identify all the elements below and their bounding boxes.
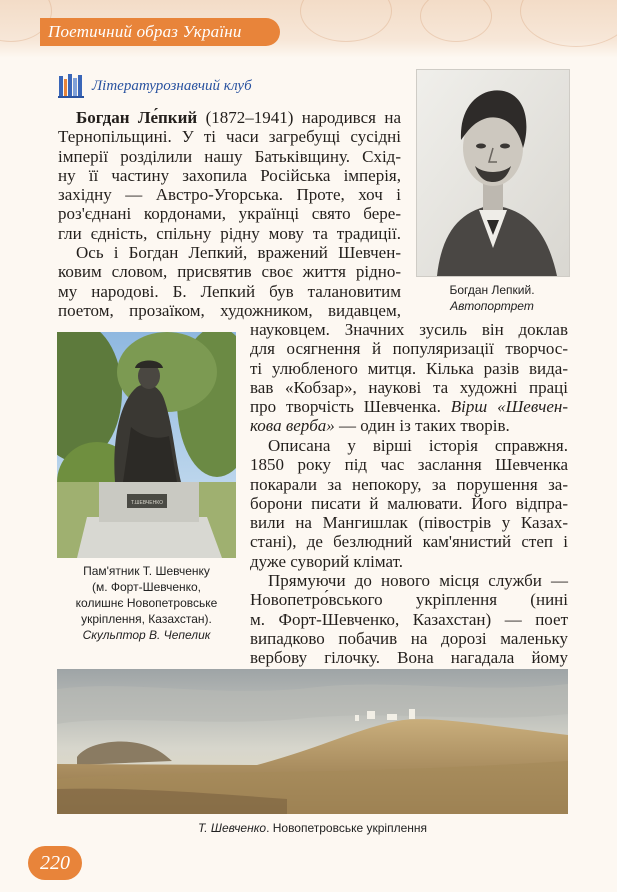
text-line: імперії розділили нашу Батьківщину. Схід- bbox=[58, 146, 401, 166]
ornament-swirl bbox=[420, 0, 492, 42]
paragraph-1 bbox=[58, 108, 401, 243]
text-line: науковцем. Значних зусиль він доклав bbox=[250, 320, 568, 339]
monument-caption bbox=[52, 563, 241, 643]
text-line: борони писати й малювати. Його відпра- bbox=[250, 493, 568, 513]
text-line: ті улюбленого митця. Кілька разів вида- bbox=[250, 358, 568, 378]
monument-caption-line: колишнє Новопетровське bbox=[75, 596, 218, 610]
text-line: для осягнення й популяризації творчос- bbox=[250, 339, 568, 359]
text-line: ковим словом, присвятив своє життя рідно- bbox=[58, 262, 401, 282]
text-line: Прямуючи до нового місця служби — bbox=[268, 571, 568, 590]
text-line: стані), де безлюдний кам'янистий степ і bbox=[250, 532, 568, 552]
portrait-caption-title: Автопортрет bbox=[450, 299, 534, 313]
text-line: дуже суворий клімат. bbox=[250, 551, 404, 571]
text-line: випадково побачив на дорозі маленьку bbox=[250, 628, 568, 648]
text-line: 1850 року під час заслання Шевченка bbox=[250, 455, 568, 475]
section-title: Поетичний образ України bbox=[40, 18, 280, 46]
person-dates: (1872–1941) bbox=[205, 108, 294, 127]
text-line: м. Форт-Шевченко, Казахстан) — поет bbox=[250, 609, 568, 629]
text-line: ну її частину захопила Російська імперія, bbox=[58, 165, 401, 185]
portrait-caption-name: Богдан Лепкий. bbox=[449, 283, 535, 297]
portrait-image bbox=[416, 69, 570, 277]
text-line: поетом, прозаїком, художником, видавцем, bbox=[58, 300, 401, 320]
text-line: народився на bbox=[301, 108, 401, 127]
bookshelf-icon bbox=[58, 72, 84, 98]
paragraph-2 bbox=[58, 243, 401, 320]
text-line: західну — Австро-Угорська. Проте, хоч і bbox=[58, 185, 401, 205]
monument-caption-line: Пам'ятник Т. Шевченку bbox=[83, 564, 210, 578]
text-line: гли єдність, спільну рідну мову та традиції. bbox=[58, 223, 401, 243]
poem-title: Вірш «Шевчен- bbox=[450, 397, 568, 417]
ornament-swirl bbox=[520, 0, 617, 47]
text-line: про творчість Шевченка. bbox=[250, 397, 441, 417]
poem-title: кова верба» bbox=[250, 416, 335, 436]
landscape-painting bbox=[57, 669, 568, 814]
page-number: 220 bbox=[28, 846, 82, 880]
text-line: вили на Мангишлак (півострів у Казах- bbox=[250, 513, 568, 533]
club-title: Літературознавчий клуб bbox=[92, 78, 252, 94]
text-line: — один із таких творів. bbox=[339, 416, 510, 436]
landscape-author: Т. Шевченко bbox=[197, 821, 267, 835]
paragraph-4 bbox=[250, 571, 568, 667]
paragraph-3 bbox=[250, 436, 568, 571]
text-line: роз'єднані кордонами, українці свято бере- bbox=[58, 204, 401, 224]
monument-caption-sculptor: Скульптор В. Чепелик bbox=[82, 628, 211, 642]
person-name: Богдан Ле́пкий bbox=[76, 108, 198, 127]
text-line: покарали за непокору, за порушення за- bbox=[250, 474, 568, 494]
text-line: му народові. Б. Лепкий був талановитим bbox=[58, 281, 401, 301]
landscape-title: . Новопетровське укріплення bbox=[266, 821, 428, 835]
text-line: Новопетро́вського укріплення (нині bbox=[250, 590, 568, 610]
monument-image bbox=[57, 332, 236, 558]
ornament-swirl bbox=[300, 0, 392, 42]
text-line: Тернопільщині. У ті часи загребущі сусідні bbox=[58, 127, 401, 147]
portrait-caption bbox=[416, 282, 568, 314]
text-line: вав «Кобзар», наукові та художні праці bbox=[250, 377, 568, 397]
text-line: вербову гілочку. Вона нагадала йому bbox=[250, 648, 568, 668]
text-line: Ось і Богдан Лепкий, вражений Шевчен- bbox=[76, 243, 401, 262]
monument-plaque: Т.ШЕВЧЕНКО bbox=[131, 500, 163, 506]
landscape-caption bbox=[57, 820, 568, 836]
monument-caption-line: укріплення, Казахстан). bbox=[81, 612, 212, 626]
text-line: Описана у вірші історія справжня. bbox=[268, 436, 568, 455]
paragraph-2-cont bbox=[250, 320, 568, 436]
monument-caption-line: (м. Форт-Шевченко, bbox=[91, 580, 202, 594]
